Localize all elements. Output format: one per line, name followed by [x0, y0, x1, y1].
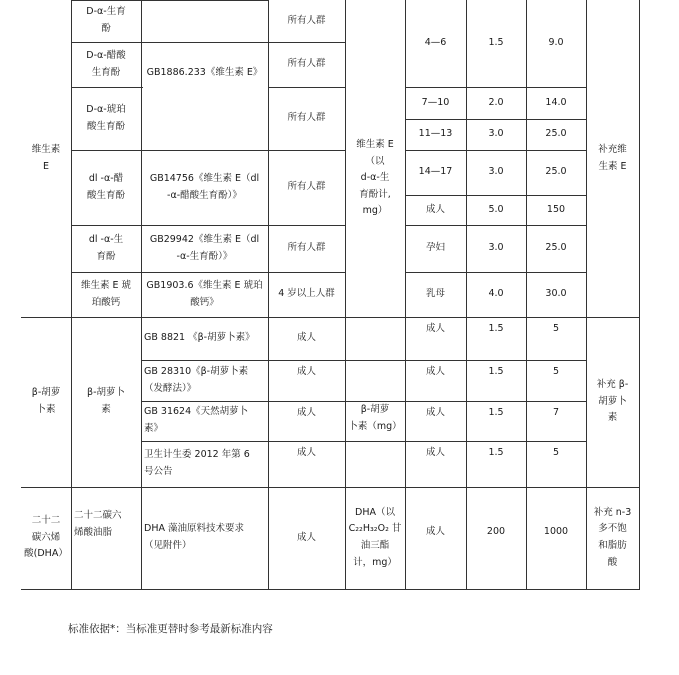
max-dose-cell: 150	[546, 203, 566, 215]
standard-cell: GB29942《维生素 E（dl -α-生育酚）》	[149, 233, 260, 262]
max-dose-cell: 9.0	[548, 37, 564, 49]
max-dose-cell: 14.0	[545, 96, 567, 108]
nutrient-cell: 二十二 碳六烯 酸(DHA）	[24, 515, 68, 560]
marker-cell: 维生素 E （以 d-α-生 育酚计, mg）	[356, 138, 394, 217]
group-cell: 成人	[296, 332, 316, 344]
source-cell: β-胡萝卜 素	[87, 387, 125, 415]
min-dose-cell: 3.0	[488, 242, 504, 254]
max-dose-cell: 25.0	[545, 128, 567, 140]
source-cell: dl -α-生 育酚	[88, 233, 124, 262]
age-cell: 成人	[425, 407, 445, 418]
source-cell: dl -α-醋 酸生育酚	[86, 172, 125, 201]
group-cell: 所有人群	[287, 58, 326, 70]
age-cell: 乳母	[425, 288, 445, 300]
group-cell: 4 岁以上人群	[278, 288, 335, 300]
min-dose-cell: 1.5	[488, 323, 504, 334]
max-dose-cell: 5	[552, 447, 560, 458]
max-dose-cell: 1000	[543, 525, 569, 537]
nutrient-cell: β-胡萝 卜素	[31, 387, 61, 415]
marker-cell: DHA（以 C₂₂H₃₂O₂ 甘 油三酯 计，mg）	[348, 506, 402, 568]
min-dose-cell: 1.5	[488, 366, 504, 377]
source-cell: D-α-醋酸 生育酚	[86, 49, 126, 78]
max-dose-cell: 25.0	[545, 166, 567, 178]
min-dose-cell: 200	[486, 525, 506, 537]
min-dose-cell: 3.0	[488, 166, 504, 178]
max-dose-cell: 25.0	[545, 242, 567, 254]
group-cell: 所有人群	[287, 242, 326, 254]
standard-cell: GB1903.6《维生素 E 琥珀 酸钙》	[146, 279, 263, 308]
max-dose-cell: 5	[552, 323, 560, 334]
age-cell: 4—6	[424, 37, 447, 49]
age-cell: 11—13	[418, 128, 453, 140]
age-cell: 成人	[425, 525, 445, 537]
group-cell: 成人	[296, 366, 316, 377]
age-cell: 孕妇	[425, 242, 445, 254]
min-dose-cell: 5.0	[488, 203, 504, 215]
min-dose-cell: 2.0	[488, 96, 504, 108]
standard-cell: DHA 藻油原料技术要求 （见附件）	[144, 523, 244, 551]
group-cell: 所有人群	[287, 14, 326, 26]
min-dose-cell: 4.0	[488, 288, 504, 300]
age-cell: 成人	[425, 366, 445, 377]
nutrient-table	[21, 0, 640, 590]
nutrient-cell: 维生素 E	[31, 143, 61, 172]
age-cell: 14—17	[418, 166, 453, 178]
age-cell: 成人	[425, 323, 445, 334]
min-dose-cell: 1.5	[488, 407, 504, 418]
standard-cell: 卫生计生委 2012 年第 6 号公告	[144, 449, 250, 477]
purpose-cell: 补充 β- 胡萝卜 素	[596, 379, 629, 424]
source-cell: D-α-琥珀 酸生育酚	[86, 103, 126, 132]
source-cell: 二十二碳六 烯酸油脂	[74, 509, 122, 538]
age-cell: 成人	[425, 447, 445, 458]
group-cell: 成人	[296, 407, 316, 418]
max-dose-cell: 7	[552, 407, 560, 418]
group-cell: 成人	[296, 447, 316, 458]
age-cell: 成人	[425, 203, 445, 215]
max-dose-cell: 5	[552, 366, 560, 377]
group-cell: 所有人群	[287, 181, 326, 193]
marker-cell: β-胡萝 卜素（mg）	[348, 403, 402, 432]
max-dose-cell: 30.0	[545, 288, 567, 300]
standard-cell: GB 28310《β-胡萝卜素 （发酵法）》	[144, 365, 249, 394]
purpose-cell: 补充维 生素 E	[598, 143, 627, 172]
standard-cell: GB1886.233《维生素 E》	[146, 67, 263, 79]
purpose-cell: 补充 n-3 多不饱 和脂肪 酸	[593, 506, 632, 568]
group-cell: 所有人群	[287, 112, 326, 124]
group-cell: 成人	[296, 531, 316, 543]
standard-cell: GB14756《维生素 E（dl -α-醋酸生育酚）》	[149, 172, 260, 201]
source-cell: D-α-生育 酚	[86, 6, 126, 34]
standard-cell: GB 8821 《β-胡萝卜素》	[144, 332, 255, 344]
min-dose-cell: 1.5	[488, 447, 504, 458]
min-dose-cell: 1.5	[488, 37, 504, 49]
footnote: 标准依据*：当标准更替时参考最新标准内容	[68, 623, 273, 635]
age-cell: 7—10	[421, 96, 450, 108]
source-cell: 维生素 E 琥 珀酸钙	[80, 279, 132, 308]
min-dose-cell: 3.0	[488, 128, 504, 140]
standard-cell: GB 31624《天然胡萝卜 素》	[144, 406, 249, 434]
